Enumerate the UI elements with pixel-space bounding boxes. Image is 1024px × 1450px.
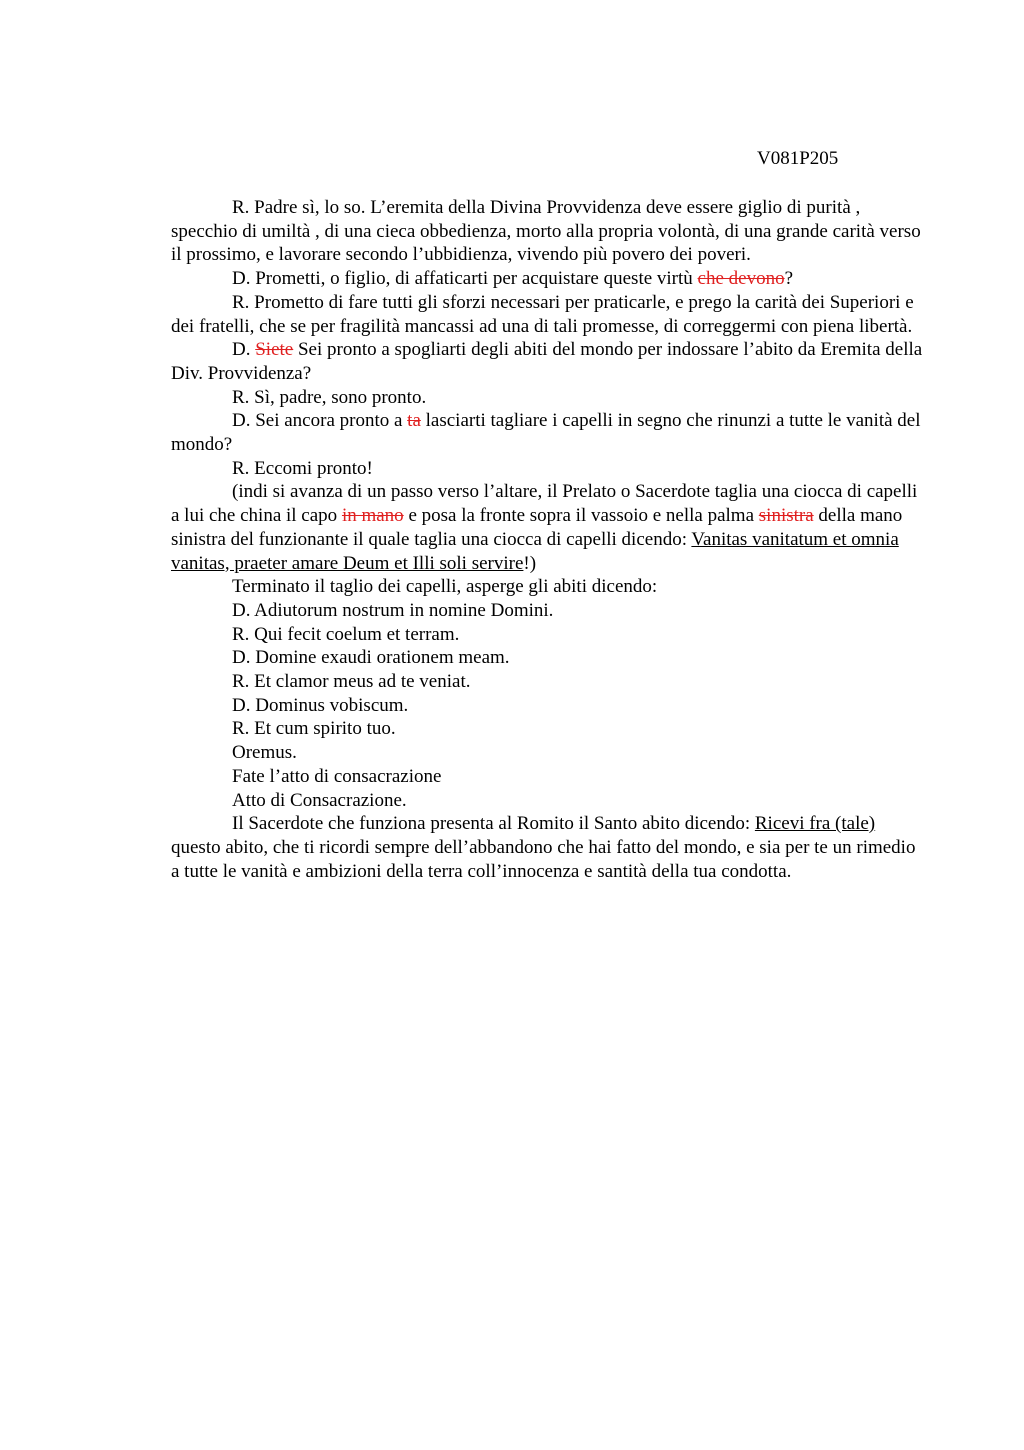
text-run: !) (523, 552, 537, 574)
paragraph: Fate l’atto di consacrazione (232, 765, 442, 787)
paragraph: D. Domine exaudi orationem meam. (232, 647, 510, 669)
paragraph: R. Qui fecit coelum et terram. (232, 623, 460, 645)
text-run: e posa la fronte sopra il vassoio e nella palma (403, 505, 759, 527)
paragraph (171, 338, 927, 385)
paragraph (171, 480, 927, 575)
text-run: D. Prometti, o figlio, di affaticarti per acquistare queste virtù (232, 268, 698, 290)
paragraph: R. Eccomi pronto! (232, 457, 373, 479)
paragraph (171, 812, 927, 883)
paragraph: R. Padre sì, lo so. L’eremita della Divina Provvidenza deve essere giglio di purità , specchio di umiltà , di una cieca obbedienza, morto alla propria volontà, di una grande carità verso il prossimo, e lavorare secondo l’ubbidienza, vivendo più povero dei poveri. (171, 197, 921, 266)
text-run: questo abito, che ti ricordi sempre dell’abbandono che hai fatto del mondo, e sia per te un rimedio a tutte le vanità e ambizioni della terra coll’innocenza e santità della tua condotta. (171, 836, 916, 882)
paragraph (171, 409, 927, 456)
paragraph: Atto di Consacrazione. (232, 789, 407, 811)
paragraph: D. Dominus vobiscum. (232, 694, 409, 716)
paragraph: Oremus. (232, 742, 297, 764)
paragraph: Terminato il taglio dei capelli, asperge gli abiti dicendo: (232, 576, 658, 598)
text-run: Sei pronto a spogliarti degli abiti del mondo per indossare l’abito da Eremita della Div. Provvidenza? (171, 339, 923, 384)
text-run: D. Sei ancora pronto a (232, 410, 408, 432)
text-run: ? (784, 268, 794, 290)
deleted-text: ta (407, 410, 421, 432)
text-run: della mano sinistra del funzionante il quale taglia una ciocca di capelli dicendo: (171, 505, 903, 550)
deleted-text: sinistra (758, 505, 814, 527)
underlined-text: Vanitas vanitatum et omnia vanitas, praeter amare Deum et Illi soli servire (171, 528, 899, 574)
text-run: Il Sacerdote che funziona presenta al Romito il Santo abito dicendo: (232, 813, 755, 835)
paragraph: R. Sì, padre, sono pronto. (232, 386, 427, 408)
paragraph: D. Adiutorum nostrum in nomine Domini. (232, 599, 554, 621)
document-body (171, 196, 927, 883)
text-run: lasciarti tagliare i capelli in segno che rinunzi a tutte le vanità del mondo? (171, 410, 921, 456)
deleted-text: Siete (255, 339, 294, 361)
text-run: (indi si avanza di un passo verso l’altare, il Prelato o Sacerdote taglia una ciocca di capelli a lui che china il capo (171, 481, 918, 527)
deleted-text: in mano (341, 505, 404, 527)
text-run: D. (232, 339, 256, 361)
paragraph: R. Et clamor meus ad te veniat. (232, 671, 471, 693)
deleted-text: che devono (697, 268, 785, 290)
paragraph (171, 267, 927, 291)
document-id: V081P205 (757, 148, 839, 169)
paragraph: R. Prometto di fare tutti gli sforzi necessari per praticarle, e prego la carità dei Superiori e dei fratelli, che se per fragilità mancassi ad una di tali promesse, di correggermi con piena libertà. (171, 291, 914, 337)
paragraph: R. Et cum spirito tuo. (232, 718, 396, 740)
underlined-text: Ricevi fra (tale) (754, 813, 876, 835)
